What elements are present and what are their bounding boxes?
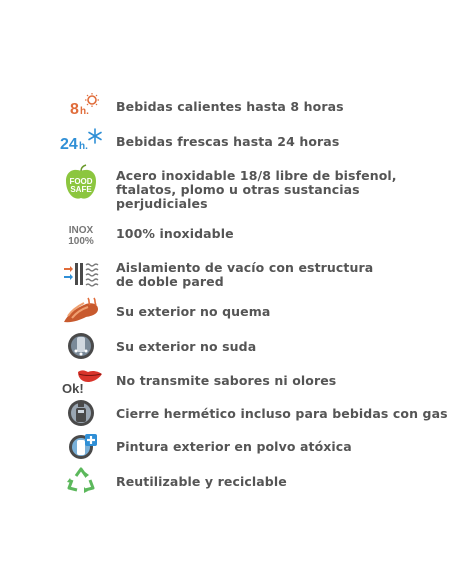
svg-text:h.: h. [79,141,88,152]
no-taste-lips-icon [58,366,104,396]
food-safe-icon [58,165,104,205]
hermetic-seal-icon [58,398,104,428]
feature-row [0,257,452,291]
svg-text:FOOD: FOOD [69,177,93,186]
feature-text: Acero inoxidable 18/8 libre de bisfenol, ftalatos, plomo u otras sustancias perjudiciales [116,168,397,211]
feature-row [0,127,452,157]
feature-text: 100% inoxidable [116,226,234,241]
no-sweat-icon [58,331,104,361]
recycle-icon [58,466,104,496]
feature-text: Reutilizable y reciclable [116,474,287,489]
feature-text: Aislamiento de vacío con estructura de doble pared [116,260,374,289]
feature-text: Su exterior no quema [116,304,271,319]
feature-text: Bebidas frescas hasta 24 horas [116,134,340,149]
feature-row [0,219,452,249]
svg-text:100%: 100% [68,236,94,247]
svg-text:SAFE: SAFE [70,185,92,194]
feature-row [0,92,452,122]
no-burn-hand-icon [58,296,104,326]
svg-text:h.: h. [80,106,89,117]
svg-text:Ok!: Ok! [62,381,84,396]
vacuum-insulation-icon [58,259,104,289]
svg-text:24: 24 [60,136,78,153]
svg-text:INOX: INOX [68,225,94,236]
feature-row [0,163,452,211]
feature-row [0,331,452,363]
feature-text: Cierre hermético incluso para bebidas con gas [116,406,448,421]
inox-100-icon [58,219,104,249]
feature-text: Su exterior no suda [116,339,257,354]
feature-text: No transmite sabores ni olores [116,373,337,388]
feature-text: Bebidas calientes hasta 8 horas [116,99,344,114]
feature-row [0,366,452,396]
non-toxic-paint-icon [58,431,104,461]
feature-row [0,431,452,463]
feature-text: Pintura exterior en polvo atóxica [116,439,352,454]
svg-text:8: 8 [70,101,79,118]
feature-row [0,398,452,430]
feature-row [0,466,452,498]
cold-drink-24h-icon [58,127,104,157]
hot-drink-8h-icon [58,92,104,122]
feature-row [0,296,452,328]
